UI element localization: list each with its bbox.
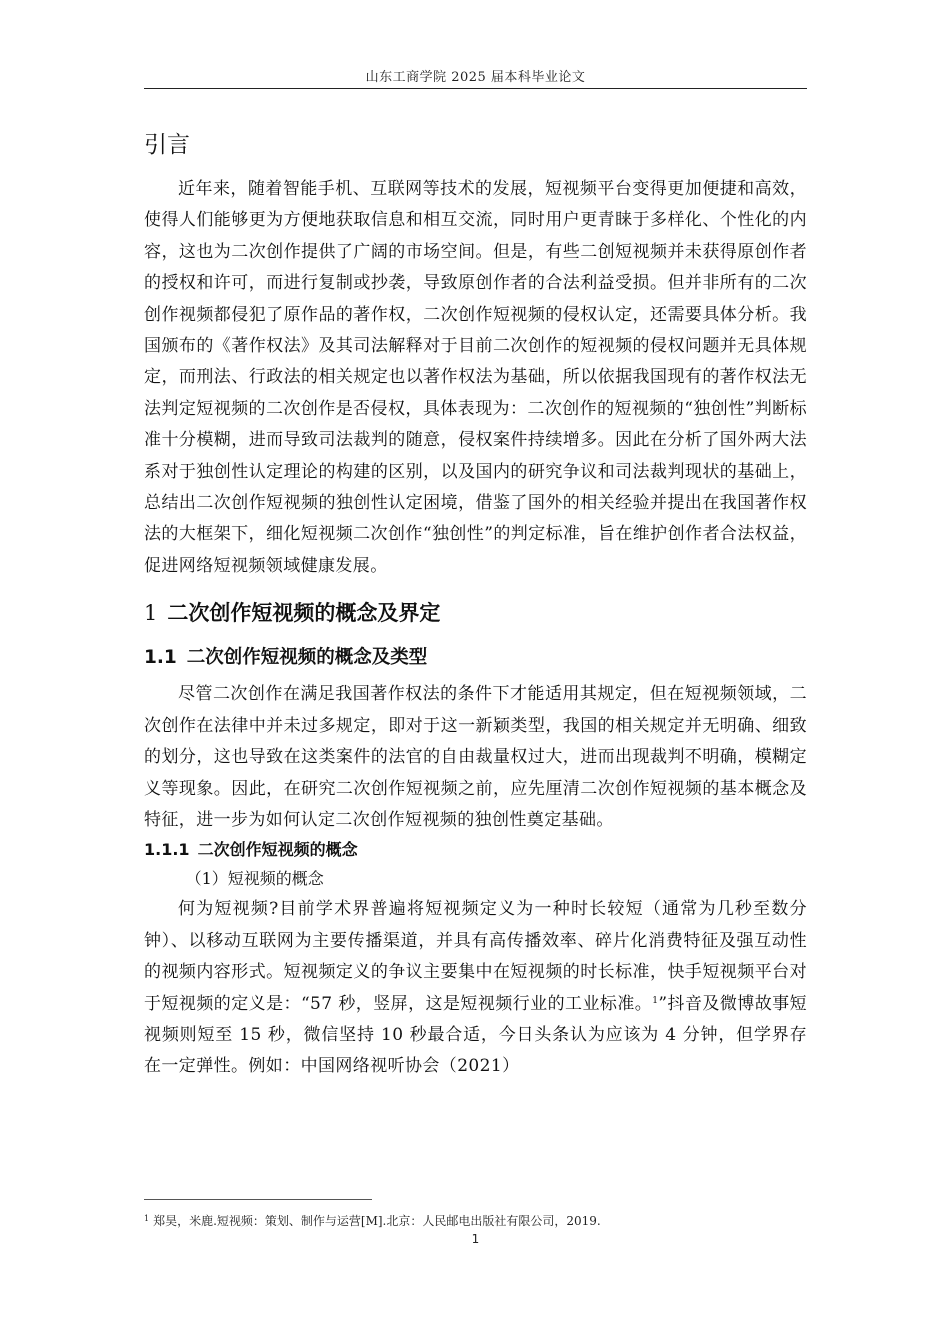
section-1-1-1-heading [144,836,807,864]
footnote-reference[interactable]: 1 [652,995,659,1006]
intro-paragraph: 近年来，随着智能手机、互联网等技术的发展，短视频平台变得更加便捷和高效，使得人们能够更为方便地获取信息和相互交流，同时用户更青睐于多样化、个性化的内容，这也为二次创作提供了广阔的市场空间。但是，有些二创短视频并未获得原创作者的授权和许可，而进行复制或抄袭，导致原创作者的合法利益受损。但并非所有的二次创作视频都侵犯了原作品的著作权，二次创作短视频的侵权认定，还需要具体分析。我国颁布的《著作权法》及其司法解释对于目前二次创作的短视频的侵权问题并无具体规定，而刑法、行政法的相关规定也以著作权法为基础，所以依据我国现有的著作权法无法判定短视频的二次创作是否侵权，具体表现为：二次创作的短视频的“独创性”判断标准十分模糊，进而导致司法裁判的随意，侵权案件持续增多。因此在分析了国外两大法系对于独创性认定理论的构建的区别，以及国内的研究争议和司法裁判现状的基础上，总结出二次创作短视频的独创性认定困境，借鉴了国外的相关经验并提出在我国著作权法的大框架下，细化短视频二次创作“独创性”的判定标准，旨在维护创作者合法权益，促进网络短视频领域健康发展。 [144,179,807,576]
paragraph-text-part-2: ”抖音及微博故事短视频则短至 15 秒，微信坚持 10 秒最合适，今日头条认为应该为 4 分钟，但学界存在一定弹性。例如：中国网络视听协会（2021） [144,993,807,1077]
section-1-1-title: 二次创作短视频的概念及类型 [186,647,428,669]
section-1-number: 1 [144,601,158,626]
running-header: 山东工商学院 2025 届本科毕业论文 [365,70,586,85]
short-video-definition-paragraph [144,894,807,1082]
footnote [144,1212,807,1229]
paragraph-text-part-1: 何为短视频?目前学术界普遍将短视频定义为一种时长较短（通常为几秒至数分钟）、以移动互联网为主要传播渠道，并具有高传播效率、碎片化消费特征及强互动性的视频内容形式。短视频定义的争议主要集中在短视频的时长标准，快手短视频平台对于短视频的定义是：“57 秒，竖屏，这是短视频行业的工业标准。 [144,899,807,1014]
section-1-1-1-number: 1.1.1 [144,840,190,860]
section-1-1-paragraph: 尽管二次创作在满足我国著作权法的条件下才能适用其规定，但在短视频领域，二次创作在法律中并未过多规定，即对于这一新颖类型，我国的相关规定并无明确、细致的划分，这也导致在这类案件的法官的自由裁量权过大，进而出现裁判不明确，模糊定义等现象。因此，在研究二次创作短视频之前，应先厘清二次创作短视频的基本概念及特征，进一步为如何认定二次创作短视频的独创性奠定基础。 [144,684,807,830]
section-1-1-1-title: 二次创作短视频的概念 [197,840,358,860]
section-1-heading [144,593,807,633]
footnote-text: 郑昊，米鹿.短视频：策划、制作与运营[M].北京：人民邮电出版社有限公司，2019. [153,1214,601,1228]
intro-heading: 引言 [144,132,190,158]
page-body [144,124,807,1083]
section-1-1-heading [144,637,807,679]
footnote-marker: 1 [144,1214,150,1223]
section-1-title: 二次创作短视频的概念及界定 [167,601,441,626]
page-number: 1 [471,1232,480,1246]
footnote-divider [144,1199,372,1200]
list-item-label: （1）短视频的概念 [185,869,324,889]
section-1-1-number: 1.1 [144,647,177,669]
header-divider [144,88,807,89]
